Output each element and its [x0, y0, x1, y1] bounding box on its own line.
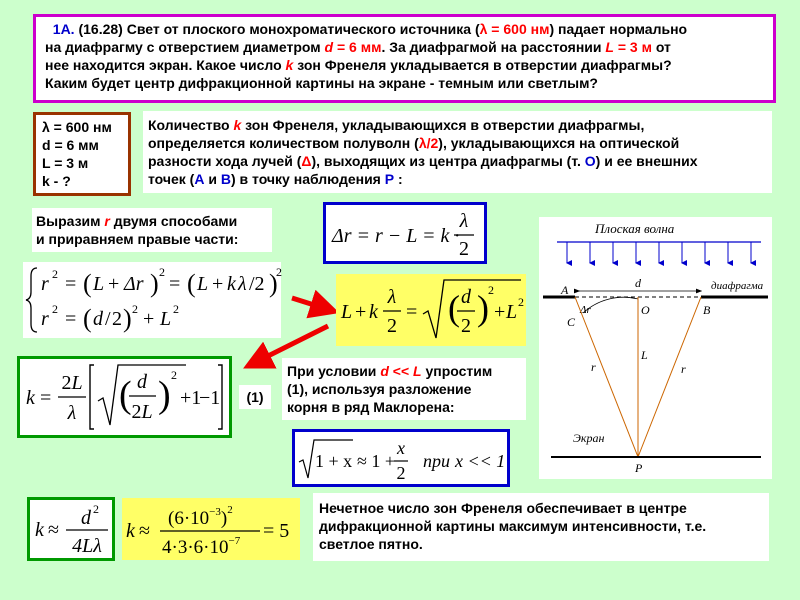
formula-k-numeric [122, 498, 300, 560]
formula-path-difference [323, 202, 487, 264]
svg-text:2L: 2L [61, 372, 83, 394]
arrow-to-equated [292, 298, 330, 310]
svg-text:≈ 1 +: ≈ 1 + [357, 451, 396, 471]
svg-text:k: k [369, 301, 378, 323]
svg-text:=: = [40, 387, 52, 409]
svg-text:r: r [591, 360, 596, 374]
svg-text:(: ( [119, 374, 132, 416]
diffraction-diagram [539, 217, 772, 479]
aperture-label: диафрагма [711, 280, 764, 292]
svg-text:): ) [150, 269, 159, 298]
svg-text:C: C [567, 315, 576, 329]
svg-text:(6·10−3)2: $(6\cdot 10^{-3})^2$ [168, 504, 233, 529]
svg-text:): ) [123, 304, 132, 333]
svg-text:O: O [641, 303, 650, 317]
svg-text:x: x [397, 438, 405, 458]
svg-text:x << 1: x << 1 [455, 451, 506, 471]
svg-text:2: 2 [387, 315, 397, 337]
svg-text:k: k [126, 520, 135, 542]
svg-text:=: = [65, 273, 77, 295]
svg-text:(: ( [83, 269, 92, 298]
svg-text:2: 2 [52, 302, 58, 316]
svg-text:L: L [93, 273, 105, 295]
svg-text:+: + [108, 273, 120, 295]
svg-text:при: при [423, 451, 450, 471]
svg-text:+: + [212, 273, 224, 295]
given-wavelength: λ = 600 нм [42, 119, 112, 135]
plane-wave-label: Плоская волна [595, 221, 675, 236]
given-diameter: d = 6 мм [42, 137, 99, 153]
svg-text:(: ( [187, 269, 196, 298]
svg-text:k: k [26, 387, 35, 409]
svg-text:d: d [93, 308, 103, 330]
svg-text:d: d [635, 276, 641, 290]
svg-text:k: k [35, 519, 44, 541]
svg-text:/2: /2 [249, 273, 265, 295]
problem-line-3: нее находится экран. Какое число k зон Френеля укладывается в отверстии диафрагмы? [45, 57, 672, 73]
svg-text:=: = [406, 301, 418, 323]
svg-text:2: 2 [52, 267, 58, 281]
svg-text:(: ( [448, 288, 460, 328]
conclusion-box: Нечетное число зон Френеля обеспечивает в центре дифракционной картины максимум интенсивности, т.е. светлое пятно. [313, 493, 769, 561]
explanation-box: Количество k зон Френеля, укладывающихся в отверстии диафрагмы, определяется количеством полуволн (λ/2), укладывающихся на оптической разности хода лучей (Δ), выходящих из центра диафрагмы (т. О) и ее внешних точек (А и В) в точку наблюдения Р : [143, 111, 772, 193]
svg-text:L: L [506, 301, 518, 323]
svg-text:4·3·6·10−7: $4\cdot 3\cdot 6\cdot 10^{-7}$ [162, 535, 241, 558]
svg-text:Δr: Δr [580, 304, 591, 316]
svg-text:2: 2 [112, 308, 122, 330]
formula-k-exact [17, 356, 232, 438]
equation-number: (1) [239, 385, 271, 409]
formula-maclaurin [292, 429, 510, 487]
given-unknown: k - ? [42, 173, 71, 189]
svg-text:+: + [143, 308, 155, 330]
problem-line-2: на диафрагму с отверстием диаметром d = 6 мм. За диафрагмой на расстоянии L = 3 м от [45, 39, 671, 55]
svg-text:λ: λ [67, 402, 77, 424]
svg-text:+: + [355, 301, 367, 323]
svg-text:d: d [137, 371, 147, 393]
svg-text:λ: λ [459, 210, 469, 232]
svg-text:L: L [160, 308, 172, 330]
svg-text:/: / [105, 308, 111, 330]
svg-text:1 + x: 1 + x [315, 451, 353, 471]
svg-text:Δr: Δr [124, 273, 144, 295]
svg-text:(: ( [83, 304, 92, 333]
svg-text:L: L [197, 273, 209, 295]
svg-text:Δr = r − L = k ·: Δr = r − L = k · [332, 225, 460, 247]
svg-text:≈: ≈ [48, 519, 59, 541]
svg-text:d: d [461, 286, 471, 308]
svg-text:2: 2 [459, 238, 469, 260]
svg-text:2: 2 [171, 368, 177, 382]
formula-equated [336, 274, 526, 346]
svg-text:P: P [635, 461, 643, 475]
svg-text:2: 2 [93, 502, 99, 516]
svg-text:r: r [41, 308, 49, 330]
svg-text:2: 2 [396, 463, 406, 483]
svg-text:2: 2 [488, 283, 494, 297]
svg-text:A: A [561, 283, 569, 297]
svg-text:=: = [169, 273, 181, 295]
svg-text:2: 2 [518, 295, 524, 309]
svg-text:+: + [494, 301, 506, 323]
svg-text:−1: −1 [199, 387, 221, 409]
svg-text:): ) [158, 374, 171, 416]
svg-text:): ) [269, 269, 278, 298]
svg-text:2: 2 [461, 315, 471, 337]
given-box [33, 112, 131, 196]
screen-label: Экран [573, 431, 605, 445]
svg-text:=: = [65, 308, 77, 330]
svg-text:B: B [703, 303, 711, 317]
svg-text:4Lλ: 4Lλ [72, 535, 102, 557]
svg-text:λ: λ [238, 273, 247, 295]
express-box: Выразим r двумя способами и приравняем правые части: [32, 208, 272, 252]
svg-text:+1: +1 [180, 387, 202, 409]
svg-text:= 5: = 5 [263, 520, 290, 542]
svg-text:L: L [641, 348, 648, 362]
svg-text:λ: λ [387, 286, 397, 308]
svg-text:2: 2 [276, 265, 282, 279]
formula-k-approx [27, 497, 115, 561]
svg-text:r: r [681, 362, 686, 376]
problem-box [33, 14, 776, 103]
svg-text:k: k [227, 273, 236, 295]
problem-id: 1А. [52, 21, 75, 37]
svg-text:2L: 2L [131, 401, 153, 423]
svg-text:r: r [41, 273, 49, 295]
wave-arrows [567, 242, 751, 263]
svg-text:2: 2 [132, 302, 138, 316]
svg-text:2: 2 [159, 265, 165, 279]
condition-box: При условии d << L упростим (1), используя разложение корня в ряд Маклорена: [282, 358, 526, 420]
given-distance: L = 3 м [42, 155, 89, 171]
svg-text:2: 2 [173, 302, 179, 316]
problem-line-4: Каким будет центр дифракционной картины на экране - темным или светлым? [45, 75, 598, 91]
svg-text:L: L [341, 301, 353, 323]
svg-text:): ) [477, 288, 489, 328]
svg-text:≈: ≈ [139, 520, 150, 542]
problem-line-1: 1А. (16.28) Свет от плоского монохроматического источника (λ = 600 нм) падает нормально [52, 21, 688, 37]
svg-text:d: d [81, 507, 91, 529]
